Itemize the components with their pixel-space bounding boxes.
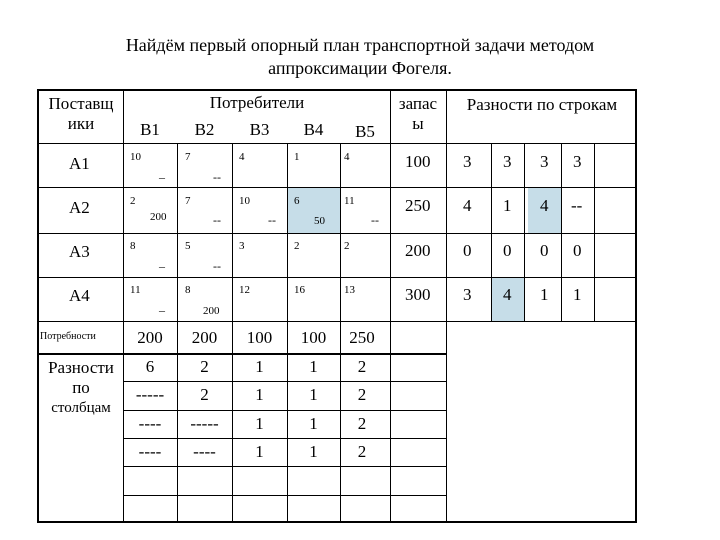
- cost-cell: 2: [344, 240, 350, 252]
- cost-cell: 10: [239, 195, 250, 207]
- supply-a1: 100: [405, 152, 431, 171]
- row-diffs-header: Разности по строкам: [466, 95, 618, 114]
- cost-cell: 6: [294, 195, 300, 207]
- grid-line: [37, 143, 637, 144]
- row-diff: 1: [573, 285, 582, 304]
- excluded-mark: –: [159, 170, 165, 184]
- grid-line: [37, 233, 637, 234]
- supplier-a2: A2: [69, 198, 90, 217]
- demand-b1: 200: [137, 328, 163, 347]
- row-diff: 3: [463, 285, 472, 304]
- suppliers-header: [39, 94, 123, 134]
- supplier-a4: A4: [69, 286, 90, 305]
- demand-label: Потребности: [40, 331, 96, 342]
- grid-line: [123, 466, 446, 467]
- cost-cell: 10: [130, 151, 141, 163]
- cost-cell: 7: [185, 151, 191, 163]
- row-diff: 3: [503, 152, 512, 171]
- excluded-mark: –: [159, 259, 165, 273]
- cost-cell: 11: [130, 284, 141, 296]
- col-diff: 1: [255, 414, 264, 433]
- row-diff: 0: [540, 241, 549, 260]
- demand-b5: 250: [349, 328, 375, 347]
- row-diff: 4: [463, 196, 472, 215]
- excluded-mark: --: [268, 213, 276, 227]
- supply-header: [390, 94, 446, 134]
- excluded-mark: --: [213, 213, 221, 227]
- cost-cell: 7: [185, 195, 191, 207]
- suppliers-header-line-1: Поставщ: [48, 94, 114, 113]
- consumer-b4: B4: [303, 120, 324, 139]
- col-diff: -----: [135, 385, 165, 404]
- supply-header-line-1: запас: [398, 94, 438, 113]
- col-diff: ----: [138, 414, 162, 433]
- cost-cell: 13: [344, 284, 355, 296]
- col-diff: 1: [309, 442, 318, 461]
- consumers-header: Потребители: [209, 93, 305, 112]
- cost-cell: 4: [344, 151, 350, 163]
- cost-cell: 16: [294, 284, 305, 296]
- grid-line: [37, 321, 637, 322]
- consumer-b3: B3: [249, 120, 270, 139]
- cost-cell: 4: [239, 151, 245, 163]
- cost-cell: 3: [239, 240, 245, 252]
- demand-b2: 200: [191, 328, 218, 347]
- suppliers-header-line-2: ики: [67, 114, 95, 133]
- page-title: [0, 34, 720, 80]
- row-diff: 0: [573, 241, 582, 260]
- cost-cell: 11: [344, 195, 355, 207]
- grid-line: [123, 438, 446, 439]
- demand-b3: 100: [246, 328, 273, 347]
- col-diff: 2: [357, 414, 367, 433]
- allocation: 200: [203, 305, 220, 317]
- row-diff: 4: [540, 196, 549, 215]
- cost-cell: 2: [294, 240, 300, 252]
- grid-line: [524, 143, 525, 321]
- supply-a4: 300: [405, 285, 431, 304]
- row-diff: 0: [463, 241, 472, 260]
- col-diff: 1: [309, 385, 318, 404]
- grid-line: [37, 187, 637, 188]
- excluded-mark: --: [371, 213, 379, 227]
- grid-line: [491, 143, 492, 321]
- grid-line: [594, 143, 595, 321]
- col-diff: ----: [193, 442, 216, 461]
- col-diff: 2: [357, 385, 367, 404]
- row-diff: 1: [503, 196, 512, 215]
- col-diff: 6: [145, 357, 155, 376]
- col-diff: -----: [190, 414, 219, 433]
- allocation: 200: [150, 211, 167, 223]
- col-diff: 1: [309, 357, 318, 376]
- col-diffs-label-line-3: столбцам: [51, 400, 111, 416]
- row-diff: 4: [503, 285, 512, 304]
- consumer-b1: B1: [140, 120, 160, 139]
- col-diff: 2: [200, 385, 209, 404]
- col-diffs-label-line-1: Разности: [48, 358, 114, 377]
- allocation: 50: [314, 215, 325, 227]
- col-diff: 1: [309, 414, 318, 433]
- excluded-mark: --: [213, 170, 221, 184]
- cost-cell: 1: [294, 151, 300, 163]
- col-diff: 2: [200, 357, 209, 376]
- title-line-2: аппроксимации Фогеля.: [268, 58, 452, 78]
- excluded-mark: –: [159, 303, 165, 317]
- col-diff: 1: [255, 357, 264, 376]
- supplier-a3: A3: [69, 242, 90, 261]
- col-diff: 2: [357, 442, 367, 461]
- col-diffs-label: [39, 358, 123, 418]
- supplier-a1: A1: [69, 154, 90, 173]
- row-diff: 3: [573, 152, 582, 171]
- cost-cell: 12: [239, 284, 250, 296]
- consumer-b5: B5: [355, 122, 375, 141]
- demand-b4: 100: [300, 328, 327, 347]
- row-diff: 1: [540, 285, 549, 304]
- grid-line: [446, 89, 447, 523]
- cost-cell: 2: [130, 195, 136, 207]
- excluded-mark: --: [213, 259, 221, 273]
- grid-line: [123, 410, 446, 411]
- cost-cell: 5: [185, 240, 191, 252]
- grid-line: [390, 89, 391, 523]
- row-diff: 0: [503, 241, 512, 260]
- cost-cell: 8: [185, 284, 191, 296]
- grid-line: [561, 143, 562, 321]
- supply-a3: 200: [405, 241, 431, 260]
- supply-header-line-2: ы: [412, 114, 424, 133]
- title-line-1: Найдём первый опорный план транспортной задачи методом: [125, 35, 595, 55]
- grid-line: [37, 277, 637, 278]
- col-diff: 2: [357, 357, 367, 376]
- supply-a2: 250: [405, 196, 431, 215]
- row-diff: --: [571, 196, 583, 215]
- row-diff: 3: [463, 152, 472, 171]
- col-diff: ----: [138, 442, 162, 461]
- col-diff: 1: [255, 385, 264, 404]
- grid-line: [37, 353, 447, 355]
- grid-line: [123, 381, 446, 382]
- col-diff: 1: [255, 442, 264, 461]
- col-diffs-label-line-2: по: [72, 378, 90, 397]
- consumer-b2: B2: [194, 120, 215, 139]
- row-diff: 3: [540, 152, 549, 171]
- grid-line: [123, 495, 446, 496]
- cost-cell: 8: [130, 240, 136, 252]
